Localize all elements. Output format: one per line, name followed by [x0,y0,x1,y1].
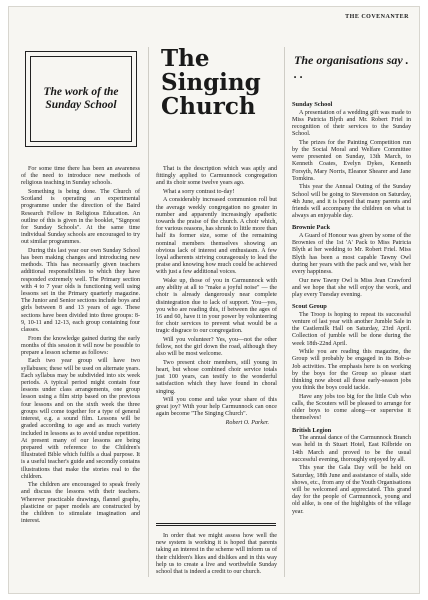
organisations-column [292,101,411,517]
section-paragraph: Have any jobs too big for the little Cub who calls, the Scouters will be pleased to arrange for older boys to come along—or supervise it themselves! [292,393,411,422]
section-rule [156,525,276,526]
singing-church-title: The Singing Church [161,45,261,120]
article-paragraph: In order that we might assess how well the new system is working it is hoped that parents taking an interest in the scheme will inform us of their children's likes and dislikes and in this way help us to create a live and worthwhile Sunday school that is indeed a credit to our church. [156,533,277,576]
article-paragraph: Each two year group will have two syllabuses; these will be used on alternate years. Each syllabus may be subdivided into six week periods. A typical period might contain four lessons under class arrangements, one group lesson using a film strip based on the previous four lessons and on the sixth week the three groups will come together for a type of general interest, e.g. a sound film. Lessons will be graded according to age and as much variety included in lessons as to avoid undue repetition. At present many of our lessons are being prepared with reference to the Children's Illustrated Bible which fulfils a dual purpose. It is a useful teacher's guide and secondly contains illustrations that make the stories real to the children. [21,358,140,480]
column-divider [148,47,149,577]
article-paragraph: Will you come and take your share of this great joy? With your help Carmunnock can once again become "The Singing Church". [156,397,277,418]
article-paragraph: Something is being done. The Church of Scotland is operating an experimental programme under the direction of the Baird Research Fellow in Religious Education. An outline of this is given in the booklet, "Signpost for Sunday Schools". At the same time individual Sunday schools are encouraged to try out similar programmes. [21,188,140,246]
section-paragraph: This year the Annual Outing of the Sunday School will be going to Stevenston on Saturday, 4th June, and it is hoped that many parents and friends will accompany the children on what is always an enjoyable day. [292,184,411,220]
article-paragraph: Two present choir members, still young in heart, but whose combined choir service totals just 100 years, can testify to the wonderful satisfaction which they have found in choral singing. [156,359,277,395]
section-heading-british-legion: British Legion [292,426,332,434]
section-paragraph: The Troop is hoping to repeat its successful venture of last year with another Jumble Sale in the Castlemilk Hall on Saturday, 23rd April. Collection of jumble will be done during the week 18th-22nd April. [292,311,411,347]
section-heading-scout-group: Scout Group [292,303,327,311]
article-paragraph: Will you volunteer? Yes, you—not the other fellow, not the girl down the road, although they also will be most welcome. [156,336,277,358]
article-paragraph: For some time there has been an awareness of the need to introduce new methods of religious teaching in Sunday schools. [21,166,140,187]
article-paragraph: A considerably increased communion roll but the average weekly congregation no greater in number and apparently increasingly apathetic towards the praise of the church. A choir which, for various reasons, has shrunk to little more than half its former size, some of the remaining nominal members themselves showing an obvious lack of interest and enthusiasm. A few loyal adherents striving courageously to lead the praise and knowing how much could be achieved with just a few additional voices. [156,197,277,276]
title-box-inner [30,56,132,142]
article-paragraph: What a sorry contrast to-day! [163,188,235,195]
section-paragraph: A Guard of Honour was given by some of the Brownies of the 1st 'A' Pack to Miss Patricia Blyth at her wedding to Mr. Robert Friel. Miss Blyth has been a most capable Tawny Owl during her years with the pack and we, wish her every happiness. [292,233,411,276]
section-paragraph: The annual dance of the Carmunnock Branch was held in th Stuart Hotel, East Kilbride on 14th March and proved to be the usual successful evening, thoroughly enjoyed by all. [292,435,411,463]
section-paragraph: A presentation of a wedding gift was made to Miss Patricia Blyth and Mr. Robert Friel in recognition of their services to the Sunday School. [292,109,411,138]
sunday-school-article-title: The work of the Sunday School [43,86,119,111]
section-rule [156,523,276,524]
section-heading-brownie-pack: Brownie Pack [292,224,331,232]
article-paragraph: That is the description which was aptly and fittingly applied to Carmunnock congregation and its choir some twelve years ago. [156,166,277,187]
sunday-school-article-continuation [156,533,277,578]
article-paragraph: The children are encouraged to speak freely and discuss the lessons with their teachers. Wherever practicable drawings, flannel graphs, plasticine or paper models are constructed by the children to stimulate imagination and interest. [21,482,140,525]
section-paragraph: While you are reading this magazine, the Group will probably be engaged in its Bob-a-Job activities. The emphasis here is on working by the boys for the Group so please start thinking now about all those early-season jobs you think the boys could tackle. [292,349,411,392]
article-paragraph: From the knowledge gained during the early months of this session it will now be possible to prepare a lesson scheme as follows: [21,335,140,356]
column-divider [284,47,285,577]
sunday-school-title-box [25,51,137,147]
section-heading-sunday-school: Sunday School [292,101,333,108]
section-paragraph: Our new Tawny Owl is Miss Jean Crawford and we hope that she will enjoy the work, and play every Tuesday evening. [292,277,411,298]
sunday-school-article-body [21,166,140,527]
magazine-page [8,6,420,594]
section-paragraph: The prizes for the Painting Competition run by the Social Moral and Welfare Committee were presented on Sunday, 13th March, to Kenneth Coates, Evelyn Dykes, Kenneth Forsyth, Mary Norris, Eleanor Shearer and Jane Tomkins. [292,139,411,182]
magazine-header: THE COVENANTER [345,14,409,20]
organisations-title: The organisations say . . . [294,53,409,81]
article-paragraph: Wake up, those of you in Carmunnock with any ability at all to "make a joyful noise" — the choir is already dangerously near complete disintegration due to lack of support. You—yes, you who are reading this, if between the ages of 16 and 60, have it in your power by volunteering for choir services to prevent what would be a tragic disgrace to our congregation. [156,277,277,335]
article-paragraph: During this last year our own Sunday School has been making changes and introducing new methods. This has necessarily given teachers additional responsibilities to which they have responded extremely well. The Primary section with 4 to 7 year olds is functioning well using lessons set in the Primary quarterly magazine. The Junior and Senior sections include boys and girls between 8 and 13 years of age. These sections have been divided into three groups: 8-9, 10-11 and 12-13, each group containing four classes. [21,247,140,334]
section-paragraph: This year the Gala Day will be held on Saturday, 18th June and assistance of stalls, side shows, etc., from any of the Youth Organisations will be welcomed and appreciated. This grand day for the people of Carmunnock, young and old alike, is one of the highlights of the village year. [292,465,411,515]
article-signature: Robert O. Parker. [225,419,269,426]
singing-church-article-body [156,166,277,428]
